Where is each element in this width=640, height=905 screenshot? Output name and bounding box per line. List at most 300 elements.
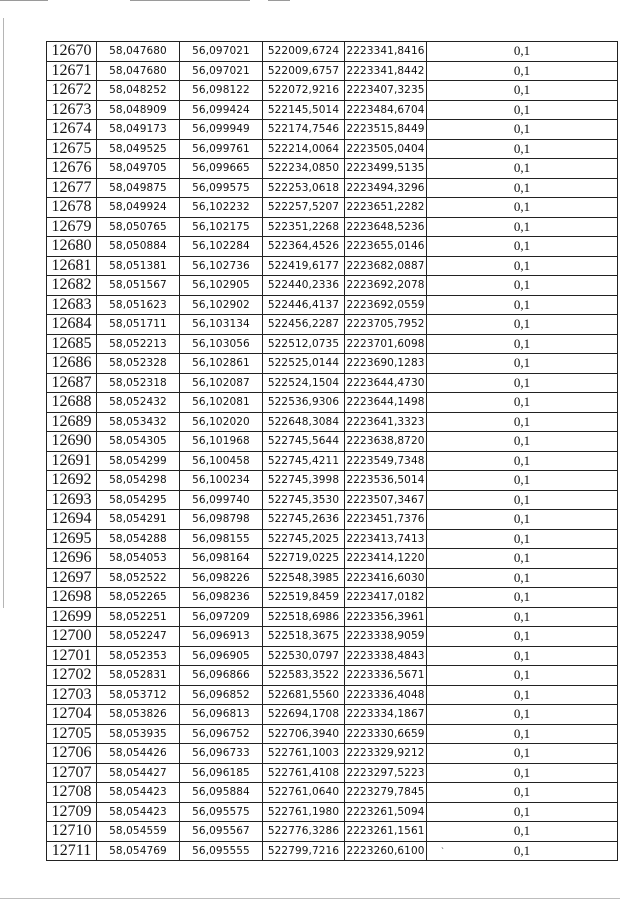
y-coordinate-cell: 2223507,3467 — [345, 490, 427, 510]
longitude-cell: 56,102081 — [180, 393, 263, 413]
x-coordinate-cell: 522512,0735 — [263, 334, 345, 354]
point-id-cell: 12684 — [47, 315, 97, 335]
x-coordinate-cell: 522799,7216 — [263, 841, 345, 861]
x-coordinate-cell: 522257,5207 — [263, 198, 345, 218]
y-coordinate-cell: 2223338,4843 — [345, 646, 427, 666]
latitude-cell: 58,052353 — [97, 646, 180, 666]
y-coordinate-cell: 2223260,6100 — [345, 841, 427, 861]
point-id-cell: 12694 — [47, 510, 97, 530]
table-row — [47, 783, 618, 803]
longitude-cell: 56,102905 — [180, 276, 263, 296]
latitude-cell: 58,054559 — [97, 822, 180, 842]
point-id-cell: 12704 — [47, 705, 97, 725]
table-row — [47, 744, 618, 764]
coordinates-table — [46, 41, 618, 861]
accuracy-cell: 0,1 — [427, 178, 618, 198]
accuracy-cell: 0,1 — [427, 217, 618, 237]
latitude-cell: 58,052247 — [97, 627, 180, 647]
point-id-cell: 12670 — [47, 42, 97, 62]
point-id-cell: 12673 — [47, 100, 97, 120]
longitude-cell: 56,100234 — [180, 471, 263, 491]
accuracy-cell: 0,1 — [427, 490, 618, 510]
x-coordinate-cell: 522761,4108 — [263, 763, 345, 783]
longitude-cell: 56,103134 — [180, 315, 263, 335]
y-coordinate-cell: 2223407,3235 — [345, 81, 427, 101]
accuracy-cell: 0,1 — [427, 276, 618, 296]
x-coordinate-cell: 522745,2636 — [263, 510, 345, 530]
y-coordinate-cell: 2223334,1867 — [345, 705, 427, 725]
point-id-cell: 12701 — [47, 646, 97, 666]
table-row — [47, 61, 618, 81]
table-row — [47, 724, 618, 744]
longitude-cell: 56,099740 — [180, 490, 263, 510]
y-coordinate-cell: 2223638,8720 — [345, 432, 427, 452]
left-margin-rule — [3, 18, 4, 608]
accuracy-cell: 0,1 — [427, 295, 618, 315]
latitude-cell: 58,049705 — [97, 159, 180, 179]
table-row — [47, 627, 618, 647]
x-coordinate-cell: 522364,4526 — [263, 237, 345, 257]
x-coordinate-cell: 522009,6757 — [263, 61, 345, 81]
accuracy-cell: 0,1 — [427, 334, 618, 354]
table-row — [47, 802, 618, 822]
x-coordinate-cell: 522145,5014 — [263, 100, 345, 120]
point-id-cell: 12682 — [47, 276, 97, 296]
coordinates-table-body — [47, 42, 618, 861]
accuracy-cell: 0,1 — [427, 529, 618, 549]
x-coordinate-cell: 522253,0618 — [263, 178, 345, 198]
latitude-cell: 58,054423 — [97, 802, 180, 822]
longitude-cell: 56,095555 — [180, 841, 263, 861]
latitude-cell: 58,052265 — [97, 588, 180, 608]
latitude-cell: 58,049924 — [97, 198, 180, 218]
longitude-cell: 56,097021 — [180, 61, 263, 81]
table-row — [47, 471, 618, 491]
accuracy-cell: 0,1 — [427, 139, 618, 159]
point-id-cell: 12705 — [47, 724, 97, 744]
y-coordinate-cell: 2223338,9059 — [345, 627, 427, 647]
table-row — [47, 81, 618, 101]
point-id-cell: 12692 — [47, 471, 97, 491]
accuracy-cell: 0,1 — [427, 120, 618, 140]
point-id-cell: 12678 — [47, 198, 97, 218]
point-id-cell: 12679 — [47, 217, 97, 237]
y-coordinate-cell: 2223682,0887 — [345, 256, 427, 276]
latitude-cell: 58,054298 — [97, 471, 180, 491]
latitude-cell: 58,051623 — [97, 295, 180, 315]
longitude-cell: 56,102087 — [180, 373, 263, 393]
table-row — [47, 822, 618, 842]
accuracy-cell: 0,1 — [427, 705, 618, 725]
longitude-cell: 56,103056 — [180, 334, 263, 354]
point-id-cell: 12677 — [47, 178, 97, 198]
longitude-cell: 56,102736 — [180, 256, 263, 276]
accuracy-cell: 0,1 — [427, 471, 618, 491]
y-coordinate-cell: 2223549,7348 — [345, 451, 427, 471]
table-row — [47, 607, 618, 627]
accuracy-cell: 0,1 — [427, 763, 618, 783]
longitude-cell: 56,099949 — [180, 120, 263, 140]
y-coordinate-cell: 2223341,8442 — [345, 61, 427, 81]
point-id-cell: 12697 — [47, 568, 97, 588]
table-row — [47, 588, 618, 608]
accuracy-cell: 0,1 — [427, 81, 618, 101]
accuracy-cell: 0,1 — [427, 159, 618, 179]
accuracy-cell: 0,1 — [427, 802, 618, 822]
x-coordinate-cell: 522761,0640 — [263, 783, 345, 803]
x-coordinate-cell: 522518,3675 — [263, 627, 345, 647]
longitude-cell: 56,096185 — [180, 763, 263, 783]
table-row — [47, 412, 618, 432]
x-coordinate-cell: 522761,1003 — [263, 744, 345, 764]
accuracy-cell: 0,1 — [427, 588, 618, 608]
table-row — [47, 646, 618, 666]
longitude-cell: 56,096913 — [180, 627, 263, 647]
y-coordinate-cell: 2223484,6704 — [345, 100, 427, 120]
x-coordinate-cell: 522440,2336 — [263, 276, 345, 296]
point-id-cell: 12675 — [47, 139, 97, 159]
accuracy-cell: 0,1 — [427, 841, 618, 861]
table-row — [47, 666, 618, 686]
x-coordinate-cell: 522745,2025 — [263, 529, 345, 549]
latitude-cell: 58,050884 — [97, 237, 180, 257]
accuracy-cell: 0,1 — [427, 198, 618, 218]
x-coordinate-cell: 522583,3522 — [263, 666, 345, 686]
longitude-cell: 56,097209 — [180, 607, 263, 627]
latitude-cell: 58,054295 — [97, 490, 180, 510]
longitude-cell: 56,099575 — [180, 178, 263, 198]
point-id-cell: 12683 — [47, 295, 97, 315]
accuracy-cell: 0,1 — [427, 724, 618, 744]
y-coordinate-cell: 2223692,0559 — [345, 295, 427, 315]
y-coordinate-cell: 2223690,1283 — [345, 354, 427, 374]
longitude-cell: 56,098226 — [180, 568, 263, 588]
y-coordinate-cell: 2223414,1220 — [345, 549, 427, 569]
y-coordinate-cell: 2223279,7845 — [345, 783, 427, 803]
latitude-cell: 58,054426 — [97, 744, 180, 764]
y-coordinate-cell: 2223261,5094 — [345, 802, 427, 822]
y-coordinate-cell: 2223341,8416 — [345, 42, 427, 62]
latitude-cell: 58,052251 — [97, 607, 180, 627]
point-id-cell: 12690 — [47, 432, 97, 452]
x-coordinate-cell: 522681,5560 — [263, 685, 345, 705]
table-row — [47, 763, 618, 783]
x-coordinate-cell: 522761,1980 — [263, 802, 345, 822]
y-coordinate-cell: 2223499,5135 — [345, 159, 427, 179]
table-row — [47, 490, 618, 510]
accuracy-cell: 0,1 — [427, 744, 618, 764]
longitude-cell: 56,098236 — [180, 588, 263, 608]
y-coordinate-cell: 2223494,3296 — [345, 178, 427, 198]
latitude-cell: 58,054305 — [97, 432, 180, 452]
point-id-cell: 12680 — [47, 237, 97, 257]
latitude-cell: 58,054288 — [97, 529, 180, 549]
x-coordinate-cell: 522536,9306 — [263, 393, 345, 413]
point-id-cell: 12687 — [47, 373, 97, 393]
longitude-cell: 56,102020 — [180, 412, 263, 432]
longitude-cell: 56,098798 — [180, 510, 263, 530]
x-coordinate-cell: 522072,9216 — [263, 81, 345, 101]
table-row — [47, 295, 618, 315]
accuracy-cell: 0,1 — [427, 354, 618, 374]
accuracy-cell: 0,1 — [427, 646, 618, 666]
latitude-cell: 58,048909 — [97, 100, 180, 120]
point-id-cell: 12699 — [47, 607, 97, 627]
point-id-cell: 12703 — [47, 685, 97, 705]
accuracy-cell: 0,1 — [427, 237, 618, 257]
point-id-cell: 12691 — [47, 451, 97, 471]
longitude-cell: 56,098155 — [180, 529, 263, 549]
x-coordinate-cell: 522446,4137 — [263, 295, 345, 315]
longitude-cell: 56,100458 — [180, 451, 263, 471]
accuracy-cell: 0,1 — [427, 256, 618, 276]
longitude-cell: 56,098164 — [180, 549, 263, 569]
latitude-cell: 58,052328 — [97, 354, 180, 374]
table-row — [47, 529, 618, 549]
point-id-cell: 12685 — [47, 334, 97, 354]
latitude-cell: 58,047680 — [97, 61, 180, 81]
latitude-cell: 58,052831 — [97, 666, 180, 686]
latitude-cell: 58,054427 — [97, 763, 180, 783]
latitude-cell: 58,049875 — [97, 178, 180, 198]
latitude-cell: 58,053935 — [97, 724, 180, 744]
table-row — [47, 120, 618, 140]
table-row — [47, 100, 618, 120]
table-row — [47, 373, 618, 393]
latitude-cell: 58,052522 — [97, 568, 180, 588]
table-row — [47, 178, 618, 198]
accuracy-cell: 0,1 — [427, 549, 618, 569]
x-coordinate-cell: 522419,6177 — [263, 256, 345, 276]
x-coordinate-cell: 522234,0850 — [263, 159, 345, 179]
table-row — [47, 685, 618, 705]
longitude-cell: 56,096733 — [180, 744, 263, 764]
y-coordinate-cell: 2223261,1561 — [345, 822, 427, 842]
table-row — [47, 315, 618, 335]
latitude-cell: 58,049173 — [97, 120, 180, 140]
point-id-cell: 12671 — [47, 61, 97, 81]
table-row — [47, 334, 618, 354]
x-coordinate-cell: 522174,7546 — [263, 120, 345, 140]
y-coordinate-cell: 2223416,6030 — [345, 568, 427, 588]
point-id-cell: 12710 — [47, 822, 97, 842]
latitude-cell: 58,052213 — [97, 334, 180, 354]
y-coordinate-cell: 2223336,4048 — [345, 685, 427, 705]
x-coordinate-cell: 522525,0144 — [263, 354, 345, 374]
x-coordinate-cell: 522745,5644 — [263, 432, 345, 452]
point-id-cell: 12672 — [47, 81, 97, 101]
longitude-cell: 56,102861 — [180, 354, 263, 374]
latitude-cell: 58,054299 — [97, 451, 180, 471]
longitude-cell: 56,095567 — [180, 822, 263, 842]
table-row — [47, 549, 618, 569]
table-row — [47, 393, 618, 413]
latitude-cell: 58,049525 — [97, 139, 180, 159]
x-coordinate-cell: 522524,1504 — [263, 373, 345, 393]
longitude-cell: 56,098122 — [180, 81, 263, 101]
accuracy-cell: 0,1 — [427, 822, 618, 842]
point-id-cell: 12706 — [47, 744, 97, 764]
longitude-cell: 56,095575 — [180, 802, 263, 822]
point-id-cell: 12700 — [47, 627, 97, 647]
latitude-cell: 58,050765 — [97, 217, 180, 237]
x-coordinate-cell: 522519,8459 — [263, 588, 345, 608]
y-coordinate-cell: 2223505,0404 — [345, 139, 427, 159]
point-id-cell: 12696 — [47, 549, 97, 569]
point-id-cell: 12707 — [47, 763, 97, 783]
latitude-cell: 58,051381 — [97, 256, 180, 276]
latitude-cell: 58,053712 — [97, 685, 180, 705]
point-id-cell: 12681 — [47, 256, 97, 276]
x-coordinate-cell: 522456,2287 — [263, 315, 345, 335]
y-coordinate-cell: 2223692,2078 — [345, 276, 427, 296]
longitude-cell: 56,097021 — [180, 42, 263, 62]
y-coordinate-cell: 2223329,9212 — [345, 744, 427, 764]
y-coordinate-cell: 2223705,7952 — [345, 315, 427, 335]
longitude-cell: 56,096852 — [180, 685, 263, 705]
y-coordinate-cell: 2223336,5671 — [345, 666, 427, 686]
point-id-cell: 12698 — [47, 588, 97, 608]
table-row — [47, 217, 618, 237]
y-coordinate-cell: 2223356,3961 — [345, 607, 427, 627]
x-coordinate-cell: 522648,3084 — [263, 412, 345, 432]
table-row — [47, 841, 618, 861]
accuracy-cell: 0,1 — [427, 666, 618, 686]
x-coordinate-cell: 522009,6724 — [263, 42, 345, 62]
y-coordinate-cell: 2223451,7376 — [345, 510, 427, 530]
table-row — [47, 198, 618, 218]
accuracy-cell: 0,1 — [427, 315, 618, 335]
latitude-cell: 58,052318 — [97, 373, 180, 393]
latitude-cell: 58,054291 — [97, 510, 180, 530]
table-row — [47, 159, 618, 179]
y-coordinate-cell: 2223655,0146 — [345, 237, 427, 257]
accuracy-cell: 0,1 — [427, 432, 618, 452]
y-coordinate-cell: 2223297,5223 — [345, 763, 427, 783]
y-coordinate-cell: 2223536,5014 — [345, 471, 427, 491]
x-coordinate-cell: 522776,3286 — [263, 822, 345, 842]
longitude-cell: 56,096752 — [180, 724, 263, 744]
y-coordinate-cell: 2223641,3323 — [345, 412, 427, 432]
point-id-cell: 12695 — [47, 529, 97, 549]
table-row — [47, 139, 618, 159]
y-coordinate-cell: 2223515,8449 — [345, 120, 427, 140]
accuracy-cell: 0,1 — [427, 510, 618, 530]
accuracy-cell: 0,1 — [427, 451, 618, 471]
latitude-cell: 58,054053 — [97, 549, 180, 569]
point-id-cell: 12674 — [47, 120, 97, 140]
table-row — [47, 568, 618, 588]
x-coordinate-cell: 522548,3985 — [263, 568, 345, 588]
latitude-cell: 58,053432 — [97, 412, 180, 432]
latitude-cell: 58,054423 — [97, 783, 180, 803]
point-id-cell: 12711 — [47, 841, 97, 861]
accuracy-cell: 0,1 — [427, 412, 618, 432]
longitude-cell: 56,102232 — [180, 198, 263, 218]
x-coordinate-cell: 522530,0797 — [263, 646, 345, 666]
y-coordinate-cell: 2223651,2282 — [345, 198, 427, 218]
point-id-cell: 12693 — [47, 490, 97, 510]
latitude-cell: 58,051567 — [97, 276, 180, 296]
accuracy-cell: 0,1 — [427, 61, 618, 81]
x-coordinate-cell: 522745,3530 — [263, 490, 345, 510]
latitude-cell: 58,053826 — [97, 705, 180, 725]
stray-tick-mark: ` — [441, 846, 444, 856]
y-coordinate-cell: 2223413,7413 — [345, 529, 427, 549]
table-row — [47, 256, 618, 276]
top-rule-middle — [130, 0, 250, 1]
point-id-cell: 12709 — [47, 802, 97, 822]
longitude-cell: 56,102902 — [180, 295, 263, 315]
longitude-cell: 56,095884 — [180, 783, 263, 803]
table-row — [47, 276, 618, 296]
x-coordinate-cell: 522706,3940 — [263, 724, 345, 744]
latitude-cell: 58,051711 — [97, 315, 180, 335]
y-coordinate-cell: 2223644,1498 — [345, 393, 427, 413]
x-coordinate-cell: 522518,6986 — [263, 607, 345, 627]
x-coordinate-cell: 522351,2268 — [263, 217, 345, 237]
table-row — [47, 705, 618, 725]
longitude-cell: 56,099424 — [180, 100, 263, 120]
y-coordinate-cell: 2223648,5236 — [345, 217, 427, 237]
accuracy-cell: 0,1 — [427, 393, 618, 413]
accuracy-cell: 0,1 — [427, 373, 618, 393]
accuracy-cell: 0,1 — [427, 607, 618, 627]
point-id-cell: 12686 — [47, 354, 97, 374]
accuracy-cell: 0,1 — [427, 100, 618, 120]
point-id-cell: 12708 — [47, 783, 97, 803]
x-coordinate-cell: 522719,0225 — [263, 549, 345, 569]
bottom-rule — [0, 898, 620, 899]
latitude-cell: 58,047680 — [97, 42, 180, 62]
latitude-cell: 58,052432 — [97, 393, 180, 413]
longitude-cell: 56,101968 — [180, 432, 263, 452]
latitude-cell: 58,048252 — [97, 81, 180, 101]
longitude-cell: 56,102175 — [180, 217, 263, 237]
y-coordinate-cell: 2223417,0182 — [345, 588, 427, 608]
longitude-cell: 56,096905 — [180, 646, 263, 666]
longitude-cell: 56,096866 — [180, 666, 263, 686]
accuracy-cell: 0,1 — [427, 42, 618, 62]
x-coordinate-cell: 522745,3998 — [263, 471, 345, 491]
table-row — [47, 42, 618, 62]
longitude-cell: 56,099665 — [180, 159, 263, 179]
accuracy-cell: 0,1 — [427, 783, 618, 803]
point-id-cell: 12676 — [47, 159, 97, 179]
table-row — [47, 237, 618, 257]
point-id-cell: 12702 — [47, 666, 97, 686]
point-id-cell: 12688 — [47, 393, 97, 413]
x-coordinate-cell: 522745,4211 — [263, 451, 345, 471]
table-row — [47, 354, 618, 374]
y-coordinate-cell: 2223330,6659 — [345, 724, 427, 744]
x-coordinate-cell: 522214,0064 — [263, 139, 345, 159]
table-row — [47, 451, 618, 471]
longitude-cell: 56,096813 — [180, 705, 263, 725]
accuracy-cell: 0,1 — [427, 685, 618, 705]
top-rule-right — [268, 0, 290, 1]
x-coordinate-cell: 522694,1708 — [263, 705, 345, 725]
latitude-cell: 58,054769 — [97, 841, 180, 861]
point-id-cell: 12689 — [47, 412, 97, 432]
accuracy-cell: 0,1 — [427, 627, 618, 647]
table-row — [47, 510, 618, 530]
accuracy-cell: 0,1 — [427, 568, 618, 588]
table-row — [47, 432, 618, 452]
longitude-cell: 56,102284 — [180, 237, 263, 257]
top-rule-left — [0, 0, 48, 1]
y-coordinate-cell: 2223644,4730 — [345, 373, 427, 393]
